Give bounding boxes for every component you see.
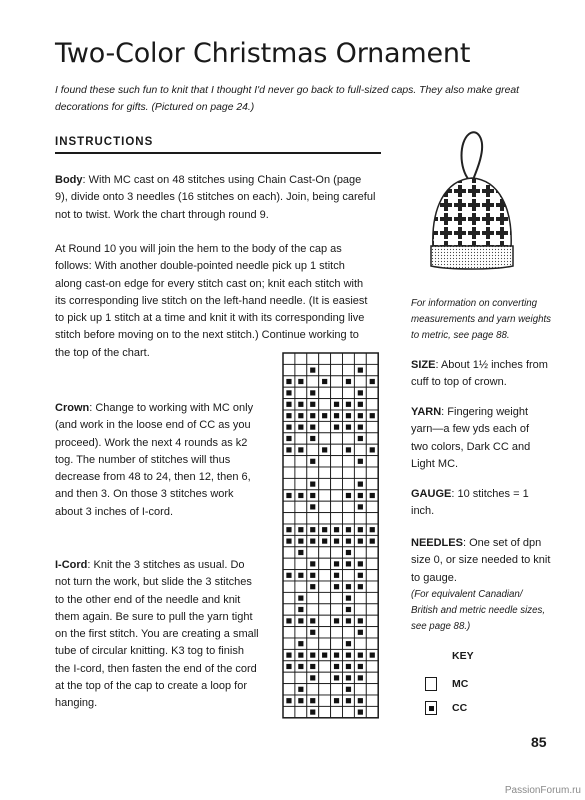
chart-cell xyxy=(366,627,378,638)
chart-cc-stitch xyxy=(310,482,315,487)
yarn-text: : Fingering weight yarn—a few yds each of two colors, Dark CC and Light MC. xyxy=(411,406,531,470)
chart-cc-stitch xyxy=(334,675,339,680)
body-text: : With MC cast on 48 stitches using Chain Cast-On (page 9), divide onto 3 needles (16 stitches on each). Join, being careful not to twist. Work the chart through round 9. xyxy=(55,174,376,221)
chart-cell xyxy=(307,547,319,558)
chart-cc-stitch xyxy=(370,447,375,452)
chart-cell xyxy=(307,513,319,524)
chart-cc-stitch xyxy=(358,675,363,680)
chart-cc-stitch xyxy=(310,436,315,441)
chart-cell xyxy=(283,558,295,569)
chart-cc-stitch xyxy=(310,539,315,544)
chart-cell xyxy=(354,353,366,364)
chart-cell xyxy=(295,433,307,444)
chart-cc-stitch xyxy=(298,550,303,555)
icord-paragraph xyxy=(55,557,260,713)
chart-cell xyxy=(331,433,343,444)
chart-cell xyxy=(283,604,295,615)
chart-cell xyxy=(366,547,378,558)
chart-cell xyxy=(319,604,331,615)
chart-cc-stitch xyxy=(286,425,291,430)
chart-cell xyxy=(331,490,343,501)
chart-cell xyxy=(343,570,355,581)
chart-cc-stitch xyxy=(286,379,291,384)
chart-cell xyxy=(354,604,366,615)
chart-cc-stitch xyxy=(346,618,351,623)
chart-cc-stitch xyxy=(346,675,351,680)
chart-cell xyxy=(307,592,319,603)
chart-cc-stitch xyxy=(334,402,339,407)
needles-label: NEEDLES xyxy=(411,537,463,549)
chart-cell xyxy=(331,376,343,387)
chart-cc-stitch xyxy=(334,653,339,658)
chart-cell xyxy=(283,513,295,524)
chart-cell xyxy=(366,592,378,603)
chart-cc-stitch xyxy=(346,664,351,669)
chart-cc-stitch xyxy=(310,368,315,373)
chart-cell xyxy=(319,513,331,524)
body-label: Body xyxy=(55,174,83,186)
chart-cc-stitch xyxy=(358,539,363,544)
chart-cc-stitch xyxy=(298,573,303,578)
chart-cell xyxy=(283,581,295,592)
chart-cell xyxy=(331,547,343,558)
key-cc-label: CC xyxy=(452,702,468,714)
chart-cell xyxy=(366,387,378,398)
chart-cell xyxy=(319,627,331,638)
chart-cell xyxy=(366,684,378,695)
chart-cell xyxy=(331,456,343,467)
chart-cell xyxy=(283,353,295,364)
chart-cell xyxy=(283,684,295,695)
chart-cc-stitch xyxy=(298,447,303,452)
chart-cell xyxy=(343,627,355,638)
chart-cell xyxy=(366,364,378,375)
chart-cell xyxy=(319,478,331,489)
chart-cc-stitch xyxy=(346,539,351,544)
chart-cc-stitch xyxy=(298,641,303,646)
chart-cc-stitch xyxy=(322,653,327,658)
chart-cc-stitch xyxy=(310,618,315,623)
chart-cell xyxy=(295,353,307,364)
chart-cc-stitch xyxy=(358,413,363,418)
chart-cc-stitch xyxy=(322,447,327,452)
chart-cell xyxy=(307,467,319,478)
chart-cc-stitch xyxy=(334,413,339,418)
icord-label: I-Cord xyxy=(55,559,88,571)
chart-cc-stitch xyxy=(310,425,315,430)
chart-cell xyxy=(319,353,331,364)
chart-cc-stitch xyxy=(358,459,363,464)
chart-cc-stitch xyxy=(358,573,363,578)
chart-cell xyxy=(319,490,331,501)
chart-cell xyxy=(319,501,331,512)
chart-cell xyxy=(331,467,343,478)
chart-cell xyxy=(366,695,378,706)
chart-cc-stitch xyxy=(346,413,351,418)
chart-cell xyxy=(366,353,378,364)
chart-cell xyxy=(295,558,307,569)
chart-cc-stitch xyxy=(334,527,339,532)
chart-cc-stitch xyxy=(310,402,315,407)
needles-text: : One set of dpn size 0, or size needed to knit to gauge. xyxy=(411,537,551,584)
chart-cc-stitch xyxy=(358,561,363,566)
chart-cell xyxy=(366,604,378,615)
chart-cc-stitch xyxy=(310,573,315,578)
chart-cc-stitch xyxy=(358,527,363,532)
chart-cc-stitch xyxy=(310,390,315,395)
yarn-spec xyxy=(411,404,546,473)
chart-cc-stitch xyxy=(298,607,303,612)
chart-cc-stitch xyxy=(334,561,339,566)
chart-cell xyxy=(366,478,378,489)
chart-cell xyxy=(307,604,319,615)
page-title: Two-Color Christmas Ornament xyxy=(55,38,471,69)
chart-cc-stitch xyxy=(298,379,303,384)
chart-cell xyxy=(354,547,366,558)
key-cc-swatch xyxy=(425,701,437,715)
chart-cc-stitch xyxy=(358,618,363,623)
chart-cell xyxy=(319,456,331,467)
chart-cc-stitch xyxy=(346,447,351,452)
chart-cc-stitch xyxy=(346,596,351,601)
chart-cell xyxy=(295,627,307,638)
key-mc-swatch xyxy=(425,677,437,691)
chart-cc-stitch xyxy=(334,698,339,703)
chart-cc-stitch xyxy=(298,664,303,669)
chart-cell xyxy=(319,706,331,717)
chart-cc-stitch xyxy=(346,493,351,498)
chart-cc-stitch xyxy=(358,368,363,373)
chart-cell xyxy=(295,364,307,375)
chart-cc-stitch xyxy=(346,402,351,407)
watermark: PassionForum.ru xyxy=(504,785,581,796)
chart-cc-stitch xyxy=(286,402,291,407)
crown-label: Crown xyxy=(55,402,90,414)
chart-cell xyxy=(354,513,366,524)
chart-cell xyxy=(295,501,307,512)
chart-cc-stitch xyxy=(298,653,303,658)
chart-cell xyxy=(295,478,307,489)
chart-cc-stitch xyxy=(322,539,327,544)
chart-cc-stitch xyxy=(358,402,363,407)
chart-cc-stitch xyxy=(346,527,351,532)
chart-cc-stitch xyxy=(286,618,291,623)
chart-cell xyxy=(366,513,378,524)
chart-cc-stitch xyxy=(334,584,339,589)
chart-cell xyxy=(283,547,295,558)
gauge-spec xyxy=(411,486,541,521)
chart-cell xyxy=(319,684,331,695)
chart-cell xyxy=(283,478,295,489)
chart-cc-stitch xyxy=(286,447,291,452)
chart-cell xyxy=(283,627,295,638)
chart-cc-stitch xyxy=(310,675,315,680)
chart-cc-stitch xyxy=(310,504,315,509)
chart-cell xyxy=(319,661,331,672)
chart-cell xyxy=(343,353,355,364)
chart-cc-stitch xyxy=(358,436,363,441)
chart-cell xyxy=(331,353,343,364)
chart-cc-stitch xyxy=(286,413,291,418)
key-mc-label: MC xyxy=(452,678,469,690)
chart-cc-stitch xyxy=(358,630,363,635)
chart-cell xyxy=(343,706,355,717)
chart-cc-stitch xyxy=(298,596,303,601)
chart-cell xyxy=(307,376,319,387)
chart-cc-stitch xyxy=(322,413,327,418)
chart-cell xyxy=(307,638,319,649)
key-title: KEY xyxy=(452,650,474,662)
chart-cell xyxy=(331,706,343,717)
chart-cell xyxy=(319,433,331,444)
chart-cell xyxy=(331,364,343,375)
chart-cc-stitch xyxy=(358,482,363,487)
chart-cc-stitch xyxy=(310,527,315,532)
chart-cc-stitch xyxy=(286,539,291,544)
needles-note: (For equivalent Canadian/ British and metric needle sizes, see page 88.) xyxy=(411,588,546,632)
chart-cell xyxy=(331,592,343,603)
chart-cell xyxy=(331,501,343,512)
intro-text: I found these such fun to knit that I thought I'd never go back to full-sized caps. They also make great decorations for gifts. (Pictured on page 24.) xyxy=(55,85,520,113)
chart-cc-stitch xyxy=(334,573,339,578)
knitting-chart xyxy=(281,351,381,725)
chart-cell xyxy=(319,364,331,375)
chart-cell xyxy=(366,467,378,478)
chart-cell xyxy=(343,433,355,444)
chart-cc-stitch xyxy=(286,527,291,532)
chart-cell xyxy=(366,501,378,512)
chart-cc-stitch xyxy=(358,653,363,658)
chart-cc-stitch xyxy=(358,493,363,498)
chart-cc-stitch xyxy=(298,493,303,498)
chart-cc-stitch xyxy=(370,379,375,384)
size-spec xyxy=(411,357,551,392)
chart-cell xyxy=(343,513,355,524)
chart-cc-stitch xyxy=(346,698,351,703)
chart-cell xyxy=(366,558,378,569)
chart-cell xyxy=(307,353,319,364)
chart-cell xyxy=(366,661,378,672)
chart-cc-stitch xyxy=(370,653,375,658)
chart-cc-stitch xyxy=(370,493,375,498)
chart-cell xyxy=(331,513,343,524)
chart-cc-stitch xyxy=(334,539,339,544)
chart-cell xyxy=(283,592,295,603)
chart-cell xyxy=(366,638,378,649)
chart-cell xyxy=(366,399,378,410)
chart-cc-stitch xyxy=(370,413,375,418)
chart-cc-stitch xyxy=(286,390,291,395)
chart-cell xyxy=(354,638,366,649)
chart-cc-stitch xyxy=(358,504,363,509)
chart-cell xyxy=(283,638,295,649)
chart-cell xyxy=(319,672,331,683)
chart-cc-stitch xyxy=(322,379,327,384)
chart-cc-stitch xyxy=(334,664,339,669)
chart-cc-stitch xyxy=(346,379,351,384)
chart-cell xyxy=(343,478,355,489)
chart-cell xyxy=(295,706,307,717)
chart-cc-stitch xyxy=(346,687,351,692)
chart-cell xyxy=(283,501,295,512)
chart-cc-stitch xyxy=(298,425,303,430)
chart-cell xyxy=(295,456,307,467)
chart-cell xyxy=(354,592,366,603)
chart-cell xyxy=(283,456,295,467)
chart-cell xyxy=(295,513,307,524)
chart-cell xyxy=(366,433,378,444)
chart-cell xyxy=(319,570,331,581)
body-paragraph xyxy=(55,172,377,224)
chart-cell xyxy=(331,627,343,638)
chart-cc-stitch xyxy=(358,425,363,430)
chart-cell xyxy=(331,638,343,649)
chart-cc-stitch xyxy=(346,561,351,566)
chart-cc-stitch xyxy=(346,425,351,430)
chart-cell xyxy=(319,592,331,603)
chart-cc-stitch xyxy=(346,641,351,646)
chart-cc-stitch xyxy=(358,664,363,669)
yarn-label: YARN xyxy=(411,406,442,418)
chart-cc-stitch xyxy=(370,527,375,532)
chart-cc-stitch xyxy=(298,618,303,623)
key-cc-dot xyxy=(429,706,434,711)
chart-cell xyxy=(366,456,378,467)
chart-cell xyxy=(295,581,307,592)
chart-cell xyxy=(307,684,319,695)
chart-cc-stitch xyxy=(286,573,291,578)
chart-cc-stitch xyxy=(334,618,339,623)
chart-cell xyxy=(331,478,343,489)
chart-cell xyxy=(319,547,331,558)
chart-cc-stitch xyxy=(286,493,291,498)
chart-cell xyxy=(283,467,295,478)
chart-cell xyxy=(319,581,331,592)
chart-cell xyxy=(366,706,378,717)
chart-cc-stitch xyxy=(286,436,291,441)
chart-cc-stitch xyxy=(346,653,351,658)
chart-cc-stitch xyxy=(358,390,363,395)
chart-cell xyxy=(295,467,307,478)
chart-cc-stitch xyxy=(286,653,291,658)
chart-cell xyxy=(366,421,378,432)
chart-cell xyxy=(354,376,366,387)
chart-cc-stitch xyxy=(322,527,327,532)
chart-cell xyxy=(354,467,366,478)
chart-cell xyxy=(366,672,378,683)
chart-cell xyxy=(319,387,331,398)
chart-cell xyxy=(295,672,307,683)
chart-cc-stitch xyxy=(346,584,351,589)
chart-cell xyxy=(343,387,355,398)
chart-cc-stitch xyxy=(286,664,291,669)
metric-note: For information on converting measurements and yarn weights to metric, see page 88. xyxy=(411,298,552,341)
chart-cc-stitch xyxy=(286,698,291,703)
chart-cc-stitch xyxy=(310,493,315,498)
chart-cc-stitch xyxy=(358,584,363,589)
chart-cell xyxy=(319,467,331,478)
chart-cell xyxy=(354,684,366,695)
chart-cell xyxy=(319,638,331,649)
crown-text: : Change to working with MC only (and work in the loose end of CC as you proceed). Work the next 4 rounds as k2 tog. The number of stitches will thus decrease from 48 to 24, then 12, then 6, and then 3. On those 3 stitches work about 3 inches of I-cord. xyxy=(55,402,254,518)
round10-paragraph: At Round 10 you will join the hem to the body of the cap as follows: With another double-pointed needle pick up 1 stitch along cast-on edge for every stitch cast on; knit each stitch with its corresponding live stitch on the left-hand needle. (It is easiest to pick up 1 stitch at a time and knit it with its corresponding live stitch before moving on to the next stitch.) Continue working to the top of the chart. xyxy=(55,243,368,359)
chart-cell xyxy=(331,387,343,398)
section-rule xyxy=(55,152,381,154)
chart-cc-stitch xyxy=(310,413,315,418)
chart-cc-stitch xyxy=(310,710,315,715)
section-heading: INSTRUCTIONS xyxy=(55,136,154,148)
chart-cell xyxy=(283,672,295,683)
chart-cell xyxy=(366,615,378,626)
chart-cell xyxy=(331,604,343,615)
chart-cell xyxy=(343,456,355,467)
chart-cc-stitch xyxy=(298,687,303,692)
chart-cell xyxy=(366,581,378,592)
chart-cell xyxy=(307,444,319,455)
chart-cell xyxy=(319,695,331,706)
chart-cell xyxy=(331,684,343,695)
chart-cc-stitch xyxy=(346,607,351,612)
size-text: : About 1½ inches from cuff to top of crown. xyxy=(411,359,548,389)
gauge-text: : 10 stitches = 1 inch. xyxy=(411,488,529,518)
chart-cc-stitch xyxy=(298,413,303,418)
needles-spec xyxy=(411,535,551,635)
chart-cell xyxy=(366,570,378,581)
chart-cc-stitch xyxy=(310,561,315,566)
chart-cc-stitch xyxy=(346,550,351,555)
chart-cell xyxy=(319,558,331,569)
chart-cc-stitch xyxy=(298,539,303,544)
page-number: 85 xyxy=(531,734,547,750)
chart-cc-stitch xyxy=(310,630,315,635)
chart-cell xyxy=(319,421,331,432)
crown-paragraph xyxy=(55,400,260,521)
size-label: SIZE xyxy=(411,359,436,371)
chart-cc-stitch xyxy=(334,425,339,430)
chart-cc-stitch xyxy=(370,539,375,544)
chart-cell xyxy=(343,501,355,512)
icord-text: : Knit the 3 stitches as usual. Do not turn the work, but slide the 3 stitches to the other end of the needle and knit them again. Be sure to pull the yarn tight on the first stitch. You are creating a small tube of circular knitting. K3 tog to finish the I-cord, then fasten the end of the cord at the top of the cap to create a loop for hanging. xyxy=(55,559,259,710)
chart-cell xyxy=(319,399,331,410)
chart-cell xyxy=(319,615,331,626)
chart-cc-stitch xyxy=(310,664,315,669)
chart-cell xyxy=(295,387,307,398)
chart-cell xyxy=(343,467,355,478)
chart-cc-stitch xyxy=(310,653,315,658)
chart-cell xyxy=(343,364,355,375)
chart-cell xyxy=(283,706,295,717)
chart-cc-stitch xyxy=(358,698,363,703)
chart-cc-stitch xyxy=(298,698,303,703)
chart-cell xyxy=(331,444,343,455)
chart-cell xyxy=(283,364,295,375)
chart-cc-stitch xyxy=(310,698,315,703)
chart-cc-stitch xyxy=(298,402,303,407)
ornament-illustration xyxy=(425,128,520,293)
chart-cc-stitch xyxy=(358,710,363,715)
chart-cell xyxy=(354,444,366,455)
chart-cc-stitch xyxy=(310,584,315,589)
chart-cc-stitch xyxy=(310,459,315,464)
chart-cc-stitch xyxy=(298,527,303,532)
gauge-label: GAUGE xyxy=(411,488,452,500)
